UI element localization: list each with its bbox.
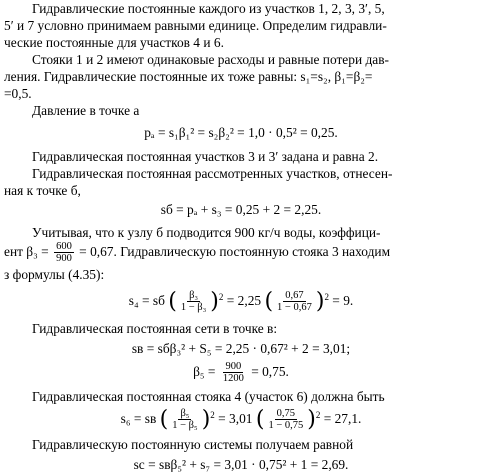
fraction-denominator: 1 − β₃	[180, 302, 207, 314]
fraction-numerator: β₃	[189, 290, 199, 302]
fraction	[275, 290, 314, 313]
fraction-denominator: 1 − β₅	[172, 420, 198, 432]
text-line: ческие постоянные для участков 4 и 6.	[4, 35, 224, 50]
text-line: з формулы (4.35):	[4, 267, 105, 282]
text-fragment: ент β₃ =	[4, 244, 49, 259]
text-line: Учитывая, что к узлу б подводится 900 кг/ч воды, коэффици-	[32, 225, 381, 240]
text-line: Гидравлическая постоянная сети в точке в:	[32, 321, 278, 336]
eq-part: β₅ =	[193, 364, 216, 379]
paren: )	[315, 288, 325, 314]
paren: (	[159, 406, 169, 432]
paren: )	[307, 406, 316, 432]
text-line: Гидравлическая постоянная рассмотренных участков, отнесен-	[32, 166, 393, 181]
equation: sб = pₐ + s₃ = 0,25 + 2 = 2,25.	[160, 202, 322, 217]
fraction	[54, 241, 74, 264]
eq-part: = 0,75.	[251, 364, 289, 379]
fraction	[266, 408, 305, 431]
fraction-numerator: β₅	[180, 408, 190, 420]
text-line: Гидравлическую постоянную системы получаем равной	[32, 437, 354, 452]
eq-part: s₄ = sб	[128, 293, 165, 308]
eq-part: = 3,01	[218, 411, 253, 426]
text-line: ления. Гидравлические постоянные их тоже равны: s₁=s₂, β₁=β₂=	[4, 69, 373, 84]
text-line: ная к точке б,	[4, 183, 81, 198]
fraction-numerator: 0,75	[276, 408, 296, 420]
equation: s₄ = sб ( $\frac{\text{β₃}}{\text{1 − β₃}}$ )$^2$ = 2,25 ( $\frac{0,67}{1 - 0,67}$ )$^2$ = 9.	[128, 288, 354, 314]
paren: )	[210, 288, 219, 314]
fraction-denominator: 1200	[222, 373, 244, 385]
text-line: Гидравлическая постоянная стояка 4 (участок 6) должна быть	[32, 389, 385, 404]
text-line: 5′ и 7 условно принимаем равными единице. Определим гидравли-	[4, 18, 387, 33]
fraction-denominator: 1 − 0,67	[277, 302, 312, 314]
eq-part: = 27,1.	[323, 411, 362, 426]
equation: sв = sбβ₃² + S₅ = 2,25 · 0,67² + 2 = 3,01;	[131, 341, 351, 356]
fraction-denominator: 1 − 0,75	[268, 420, 304, 432]
eq-part: = 9.	[332, 293, 354, 308]
fraction-denominator: 900	[56, 253, 72, 265]
equation: pₐ = s₁β₁² = s₂β₂² = 1,0 · 0,5² = 0,25.	[144, 125, 338, 140]
equation: s₆ = sв ( $\frac{\text{β₅}}{\text{1 − β₅}}$ )$^2$ = 3,01 ( $\frac{0,75}{1 - 0,75}$ )$^2$ = 27,1.	[120, 406, 362, 432]
text-line: Давление в точке а	[32, 103, 140, 118]
equation	[0, 358, 482, 386]
eq-part: = 2,25	[226, 293, 262, 308]
paren: (	[264, 288, 274, 314]
equation: sс = sвβ₅² + s₇ = 3,01 · 0,75² + 1 = 2,69.	[133, 457, 349, 472]
fraction-numerator: 600	[56, 241, 72, 253]
fraction	[179, 290, 208, 313]
fraction-numerator: 0,67	[285, 290, 304, 302]
eq-part: s₆ = sв	[120, 411, 157, 426]
fraction-numerator: 900	[225, 361, 242, 373]
text-line: Гидравлические постоянные каждого из участков 1, 2, 3, 3′, 5,	[32, 1, 385, 16]
fraction	[221, 361, 246, 384]
fraction	[170, 408, 199, 431]
paren: (	[168, 288, 177, 314]
text-line: Стояки 1 и 2 имеют одинаковые расходы и равные потери дав-	[32, 52, 390, 67]
paren: (	[255, 406, 265, 432]
text-line	[4, 240, 390, 264]
paren: )	[201, 406, 211, 432]
text-line: =0,5.	[4, 86, 32, 101]
text-fragment: = 0,67. Гидравлическую постоянную стояка 3 находим	[79, 244, 391, 259]
text-line: Гидравлическая постоянная участков 3 и 3′ задана и равна 2.	[32, 149, 379, 164]
